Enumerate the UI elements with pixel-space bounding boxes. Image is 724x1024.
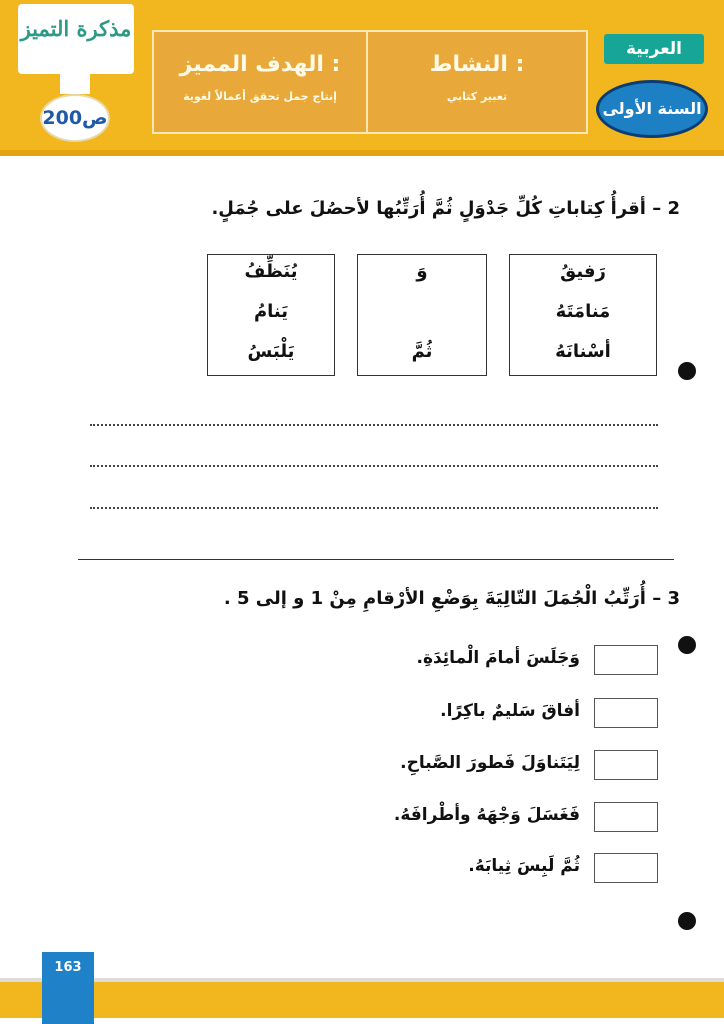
subject-label: العربية xyxy=(604,34,704,64)
order-number-box[interactable] xyxy=(594,645,658,675)
page-footer xyxy=(0,982,724,1018)
answer-line[interactable] xyxy=(90,465,658,467)
sentence-item: أفاقَ سَليمٌ باكِرًا. xyxy=(440,701,580,721)
word-table-left xyxy=(207,254,335,376)
word-cell: أسْنانَهُ xyxy=(555,341,611,362)
exercise-2-title: 2 – أقرأُ كِتاباتِ كُلِّ جَدْوَلٍ ثُمَّ أُرَتِّبُها لأحصُلَ على جُمَلٍ. xyxy=(211,198,680,219)
sentence-item: فَغَسَلَ وَجْهَهُ وأطْرافَهُ. xyxy=(393,805,580,825)
order-number-box[interactable] xyxy=(594,802,658,832)
word-cell: وَ xyxy=(416,261,428,282)
word-cell: مَنامَتَهُ xyxy=(555,301,611,322)
answer-line[interactable] xyxy=(90,424,658,426)
word-cell: رَفيقُ xyxy=(560,261,606,282)
sentence-item: وَجَلَسَ أمامَ الْمائِدَةِ. xyxy=(416,648,580,668)
answer-line[interactable] xyxy=(90,507,658,509)
sentence-item: لِيَتَناوَلَ فَطورَ الصَّباحِ. xyxy=(400,753,580,773)
order-number-box[interactable] xyxy=(594,853,658,883)
year-badge: السنة الأولى xyxy=(596,80,708,138)
activity-panel xyxy=(366,30,588,134)
activity-title: النشاط : xyxy=(429,52,525,77)
goal-text: إنتاج جمل تحقق أعمالاً لغوية xyxy=(183,90,337,103)
punch-hole-icon xyxy=(678,362,696,380)
page-reference: 200ص xyxy=(40,94,110,142)
word-table-middle xyxy=(357,254,487,376)
sentence-item: ثُمَّ لَبِسَ ثِيابَهُ. xyxy=(468,856,580,876)
word-cell: يَنامُ xyxy=(253,301,289,322)
page-number-badge xyxy=(42,952,94,1024)
punch-hole-icon xyxy=(678,912,696,930)
punch-hole-icon xyxy=(678,636,696,654)
word-cell: ثُمَّ xyxy=(411,341,433,362)
logo-stem xyxy=(60,70,90,94)
logo-text: مذكرة التميز xyxy=(20,16,132,41)
goal-title: الهدف المميز : xyxy=(179,52,341,77)
goal-panel xyxy=(152,30,368,134)
word-cell: يَلْبَسُ xyxy=(247,341,295,362)
word-table-right xyxy=(509,254,657,376)
page-number: 163 xyxy=(54,960,82,975)
word-cell: يُنَظِّفُ xyxy=(244,261,298,282)
exercise-3-title: 3 – أُرَتِّبُ الْجُمَلَ التّالِيَةَ بِوَضْعِ الأرْقامِ مِنْ 1 و إلى 5 . xyxy=(223,588,680,609)
order-number-box[interactable] xyxy=(594,750,658,780)
header-divider xyxy=(0,150,724,156)
section-divider xyxy=(78,559,674,560)
activity-text: تعبير كتابي xyxy=(446,90,508,103)
order-number-box[interactable] xyxy=(594,698,658,728)
